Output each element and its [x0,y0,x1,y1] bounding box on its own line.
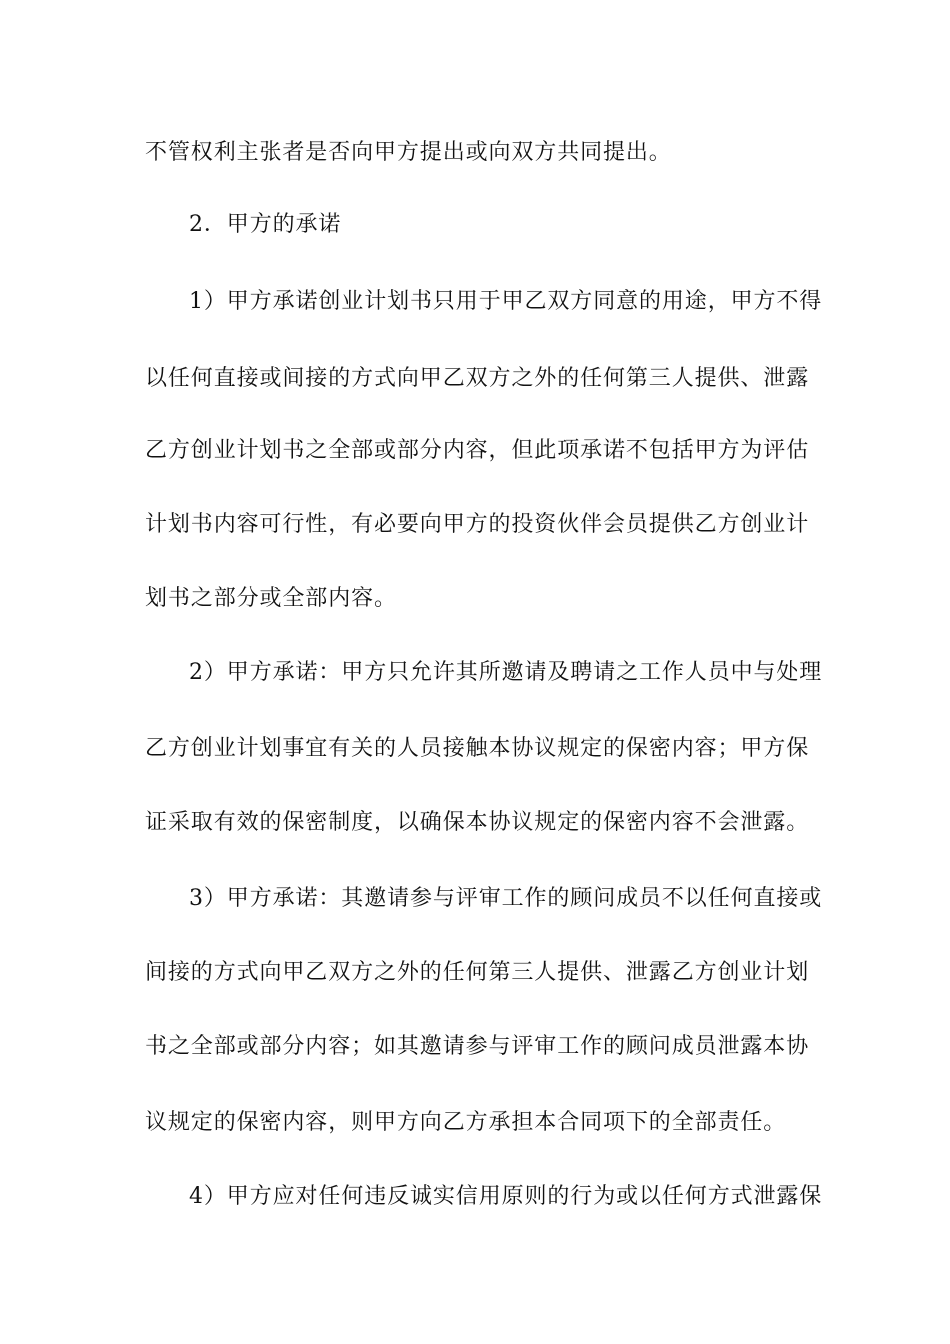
text-line: 2）甲方承诺：甲方只允许其所邀请及聘请之工作人员中与处理 [189,660,823,685]
text-line: 以任何直接或间接的方式向甲乙双方之外的任何第三人提供、泄露 [145,366,810,391]
text-line: 乙方创业计划书之全部或部分内容，但此项承诺不包括甲方为评估 [145,438,810,463]
text-line: 间接的方式向甲乙双方之外的任何第三人提供、泄露乙方创业计划 [145,960,810,985]
text-line: 划书之部分或全部内容。 [145,586,397,611]
text-line: 4）甲方应对任何违反诚实信用原则的行为或以任何方式泄露保 [189,1184,823,1209]
text-line: 议规定的保密内容，则甲方向乙方承担本合同项下的全部责任。 [145,1110,787,1135]
text-line: 计划书内容可行性，有必要向甲方的投资伙伴会员提供乙方创业计 [145,512,810,537]
text-line: 证采取有效的保密制度，以确保本协议规定的保密内容不会泄露。 [145,810,810,835]
text-line: 1）甲方承诺创业计划书只用于甲乙双方同意的用途，甲方不得 [189,289,823,314]
text-line: 乙方创业计划事宜有关的人员接触本协议规定的保密内容；甲方保 [145,736,810,761]
section-heading: 2．甲方的承诺 [189,212,342,237]
text-line: 不管权利主张者是否向甲方提出或向双方共同提出。 [145,140,672,165]
text-line: 3）甲方承诺：其邀请参与评审工作的顾问成员不以任何直接或 [189,886,823,911]
text-line: 书之全部或部分内容；如其邀请参与评审工作的顾问成员泄露本协 [145,1034,810,1059]
